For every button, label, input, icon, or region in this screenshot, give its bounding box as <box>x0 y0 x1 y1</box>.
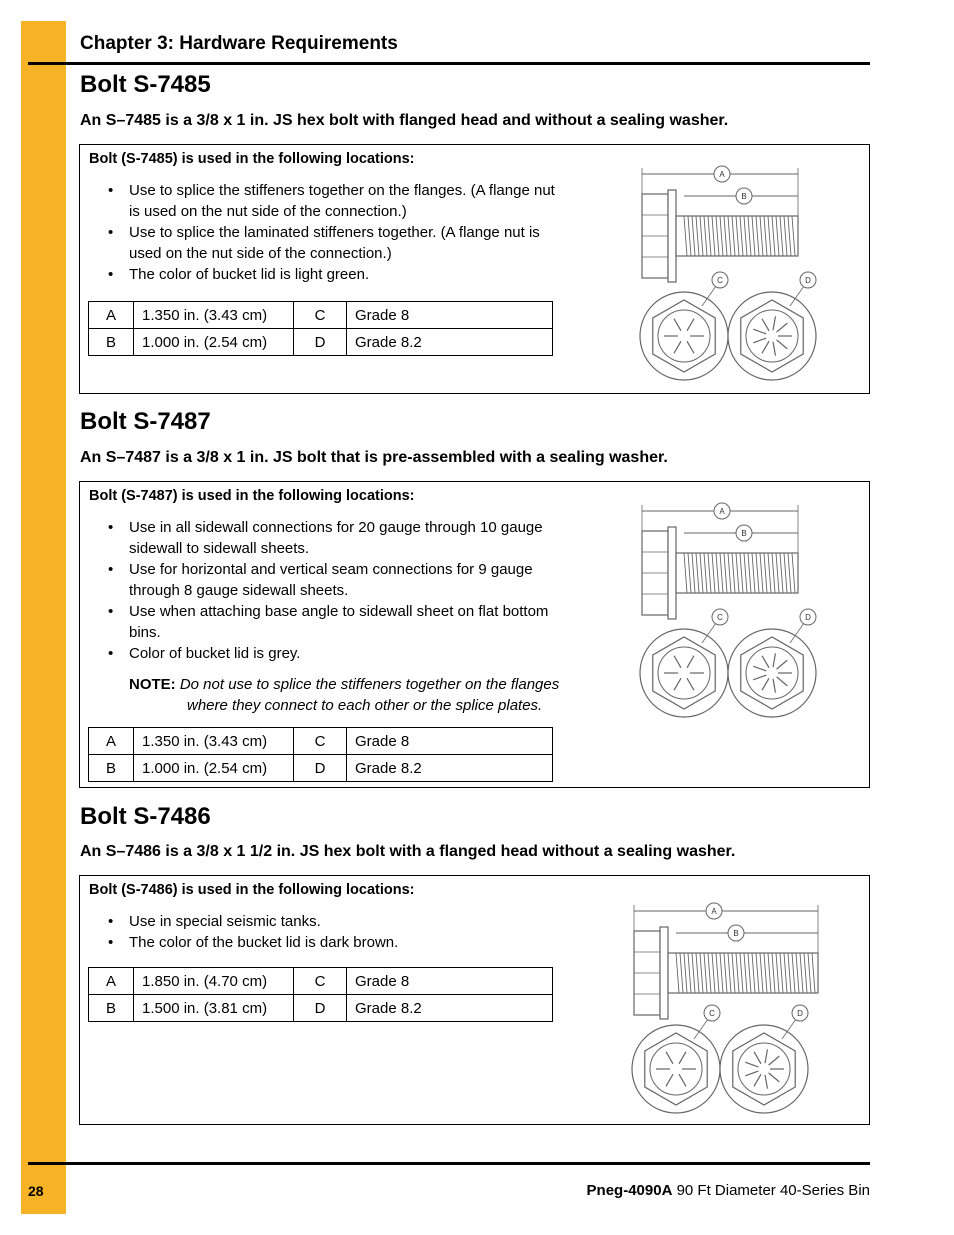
spec-value: Grade 8.2 <box>347 995 553 1022</box>
spec-key: A <box>89 302 134 329</box>
list-item: • Use in all sidewall connections for 20 gauge through 10 gauge sidewall to sidewall sheets. <box>108 517 568 559</box>
note-text-line1: Do not use to splice the stiffeners together on the flanges <box>179 676 560 693</box>
spec-value: Grade 8 <box>347 728 553 755</box>
spec-key: C <box>294 728 347 755</box>
list-item: • Use to splice the laminated stiffeners together. (A flange nut is used on the nut side of the connection.) <box>108 222 568 264</box>
spec-value: Grade 8.2 <box>347 755 553 782</box>
header-rule <box>28 62 870 65</box>
table-row <box>89 968 553 995</box>
spec-value: Grade 8 <box>347 302 553 329</box>
usage-box-label: Bolt (S-7486) is used in the following locations: <box>89 882 415 898</box>
callout-label: D <box>805 276 811 285</box>
usage-list <box>108 180 568 285</box>
callout-label: B <box>741 192 747 201</box>
spec-value: Grade 8 <box>347 968 553 995</box>
spec-value: 1.850 in. (4.70 cm) <box>134 968 294 995</box>
section-description-s7485: An S–7485 is a 3/8 x 1 in. JS hex bolt with flanged head and without a sealing washer. <box>80 112 729 129</box>
spec-key: A <box>89 728 134 755</box>
callout-label: B <box>741 529 747 538</box>
table-row <box>89 329 553 356</box>
section-heading-s7485: Bolt S-7485 <box>80 71 211 98</box>
bolt-flange-shape <box>660 927 668 1019</box>
spec-key: C <box>294 968 347 995</box>
spec-key: D <box>294 755 347 782</box>
list-item: • Use when attaching base angle to sidewall sheet on flat bottom bins. <box>108 601 568 643</box>
footer-title <box>587 1182 870 1199</box>
list-item: • Use for horizontal and vertical seam connections for 9 gauge through 8 gauge sidewall sheets. <box>108 559 568 601</box>
chapter-sidebar-tab <box>21 21 66 1214</box>
callout-label: D <box>805 613 811 622</box>
spec-value: 1.500 in. (3.81 cm) <box>134 995 294 1022</box>
section-heading-s7486: Bolt S-7486 <box>80 803 211 830</box>
page-number: 28 <box>28 1183 44 1199</box>
usage-box-label: Bolt (S-7485) is used in the following locations: <box>89 151 415 167</box>
footer-rule <box>28 1162 870 1165</box>
footer-doc-id: Pneg-4090A <box>586 1182 673 1199</box>
callout-label: A <box>719 170 725 179</box>
section-description-s7486: An S–7486 is a 3/8 x 1 1/2 in. JS hex bolt with a flanged head without a sealing washer. <box>80 843 736 860</box>
table-row <box>89 995 553 1022</box>
bolt-flange-shape <box>668 527 676 619</box>
bolt-diagram-s7487 <box>628 497 828 725</box>
spec-key: A <box>89 968 134 995</box>
note-block <box>129 674 579 716</box>
usage-list <box>108 911 568 953</box>
list-item: • Use to splice the stiffeners together on the flanges. (A flange nut is used on the nut side of the connection.) <box>108 180 568 222</box>
spec-table-s7485 <box>88 301 553 356</box>
list-item: • Use in special seismic tanks. <box>108 911 568 932</box>
note-text-line2: where they connect to each other or the splice plates. <box>187 697 543 714</box>
table-row <box>89 728 553 755</box>
spec-value: 1.350 in. (3.43 cm) <box>134 302 294 329</box>
usage-list <box>108 517 568 664</box>
note-label: NOTE: <box>129 676 176 693</box>
callout-label: C <box>717 613 723 622</box>
bolt-flange-shape <box>668 190 676 282</box>
table-row <box>89 755 553 782</box>
spec-key: B <box>89 329 134 356</box>
spec-key: B <box>89 755 134 782</box>
callout-label: C <box>717 276 723 285</box>
callout-label: A <box>711 907 717 916</box>
spec-key: D <box>294 329 347 356</box>
spec-value: 1.000 in. (2.54 cm) <box>134 329 294 356</box>
footer-doc-title: 90 Ft Diameter 40-Series Bin <box>676 1182 870 1199</box>
section-description-s7487: An S–7487 is a 3/8 x 1 in. JS bolt that is pre-assembled with a sealing washer. <box>80 449 668 466</box>
callout-label: D <box>797 1009 803 1018</box>
spec-table-s7487 <box>88 727 553 782</box>
callout-label: C <box>709 1009 715 1018</box>
spec-value: 1.350 in. (3.43 cm) <box>134 728 294 755</box>
spec-value: 1.000 in. (2.54 cm) <box>134 755 294 782</box>
chapter-title: Chapter 3: Hardware Requirements <box>80 33 398 54</box>
bolt-diagram-s7486 <box>620 897 830 1119</box>
list-item: • Color of bucket lid is grey. <box>108 643 568 664</box>
usage-box-label: Bolt (S-7487) is used in the following locations: <box>89 488 415 504</box>
spec-value: Grade 8.2 <box>347 329 553 356</box>
table-row <box>89 302 553 329</box>
list-item: • The color of bucket lid is light green. <box>108 264 568 285</box>
section-heading-s7487: Bolt S-7487 <box>80 408 211 435</box>
spec-table-s7486 <box>88 967 553 1022</box>
list-item: • The color of the bucket lid is dark brown. <box>108 932 568 953</box>
callout-label: B <box>733 929 739 938</box>
spec-key: B <box>89 995 134 1022</box>
spec-key: C <box>294 302 347 329</box>
spec-key: D <box>294 995 347 1022</box>
callout-label: A <box>719 507 725 516</box>
bolt-diagram-s7485 <box>628 160 828 388</box>
